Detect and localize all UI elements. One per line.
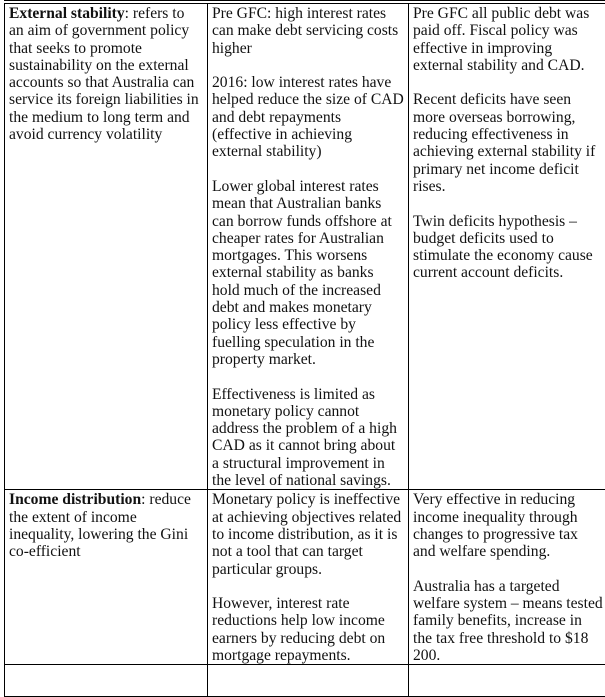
table-row-external-stability <box>5 4 605 490</box>
table-row-income-distribution <box>5 490 605 665</box>
monetary-paragraph: However, interest rate reductions help low income earners by reducing debt on mortgage repayments. <box>212 595 404 664</box>
fiscal-paragraph: Australia has a targeted welfare system – means tested family benefits, increase in the tax free threshold to $18 200. <box>413 578 604 664</box>
table-row-cutoff <box>5 665 605 697</box>
policy-comparison-table <box>4 3 605 697</box>
monetary-paragraph: Effectiveness is limited as monetary policy cannot address the problem of a high CAD as it cannot bring about a structural improvement in the level of national savings. <box>212 386 404 490</box>
monetary-paragraph: Monetary policy is ineffective at achieving objectives related to income distribution, as it is not a tool that can target particular groups. <box>212 491 404 577</box>
fiscal-paragraph: Recent deficits have seen more overseas borrowing, reducing effectiveness in achieving external stability if primary net income deficit rises. <box>413 91 604 195</box>
empty-cell <box>409 665 605 697</box>
fiscal-paragraph: Very effective in reducing income inequality through changes to progressive tax and welfare spending. <box>413 491 604 560</box>
fiscal-policy-cell <box>409 490 605 665</box>
empty-cell <box>208 665 409 697</box>
fiscal-paragraph: Twin deficits hypothesis – budget deficits used to stimulate the economy cause current account deficits. <box>413 213 604 282</box>
monetary-policy-cell <box>208 4 409 490</box>
fiscal-policy-cell <box>409 4 605 490</box>
aim-description: : reduce the extent of income inequality, lowering the Gini co-efficient <box>9 491 191 560</box>
aim-description: : refers to an aim of government policy that seeks to promote sustainability on the external accounts so that Australia can service its foreign liabilities in the medium to long term and avoid currency volatility <box>9 5 199 143</box>
aim-text <box>9 5 203 143</box>
aim-title: External stability <box>9 5 125 22</box>
aim-title: Income distribution <box>9 491 141 508</box>
monetary-policy-cell <box>208 490 409 665</box>
monetary-paragraph: Pre GFC: high interest rates can make debt servicing costs higher <box>212 5 404 57</box>
monetary-paragraph: Lower global interest rates mean that Australian banks can borrow funds offshore at cheaper rates for Australian mortgages. This worsens external stability as banks hold much of the increased debt and makes monetary policy less effective by fuelling speculation in the property market. <box>212 178 404 368</box>
aim-cell <box>5 490 208 665</box>
fiscal-paragraph: Pre GFC all public debt was paid off. Fiscal policy was effective in improving external stability and CAD. <box>413 5 604 74</box>
aim-cell <box>5 4 208 490</box>
aim-text <box>9 491 203 560</box>
monetary-paragraph: 2016: low interest rates have helped reduce the size of CAD and debt repayments (effective in achieving external stability) <box>212 74 404 160</box>
empty-cell <box>5 665 208 697</box>
